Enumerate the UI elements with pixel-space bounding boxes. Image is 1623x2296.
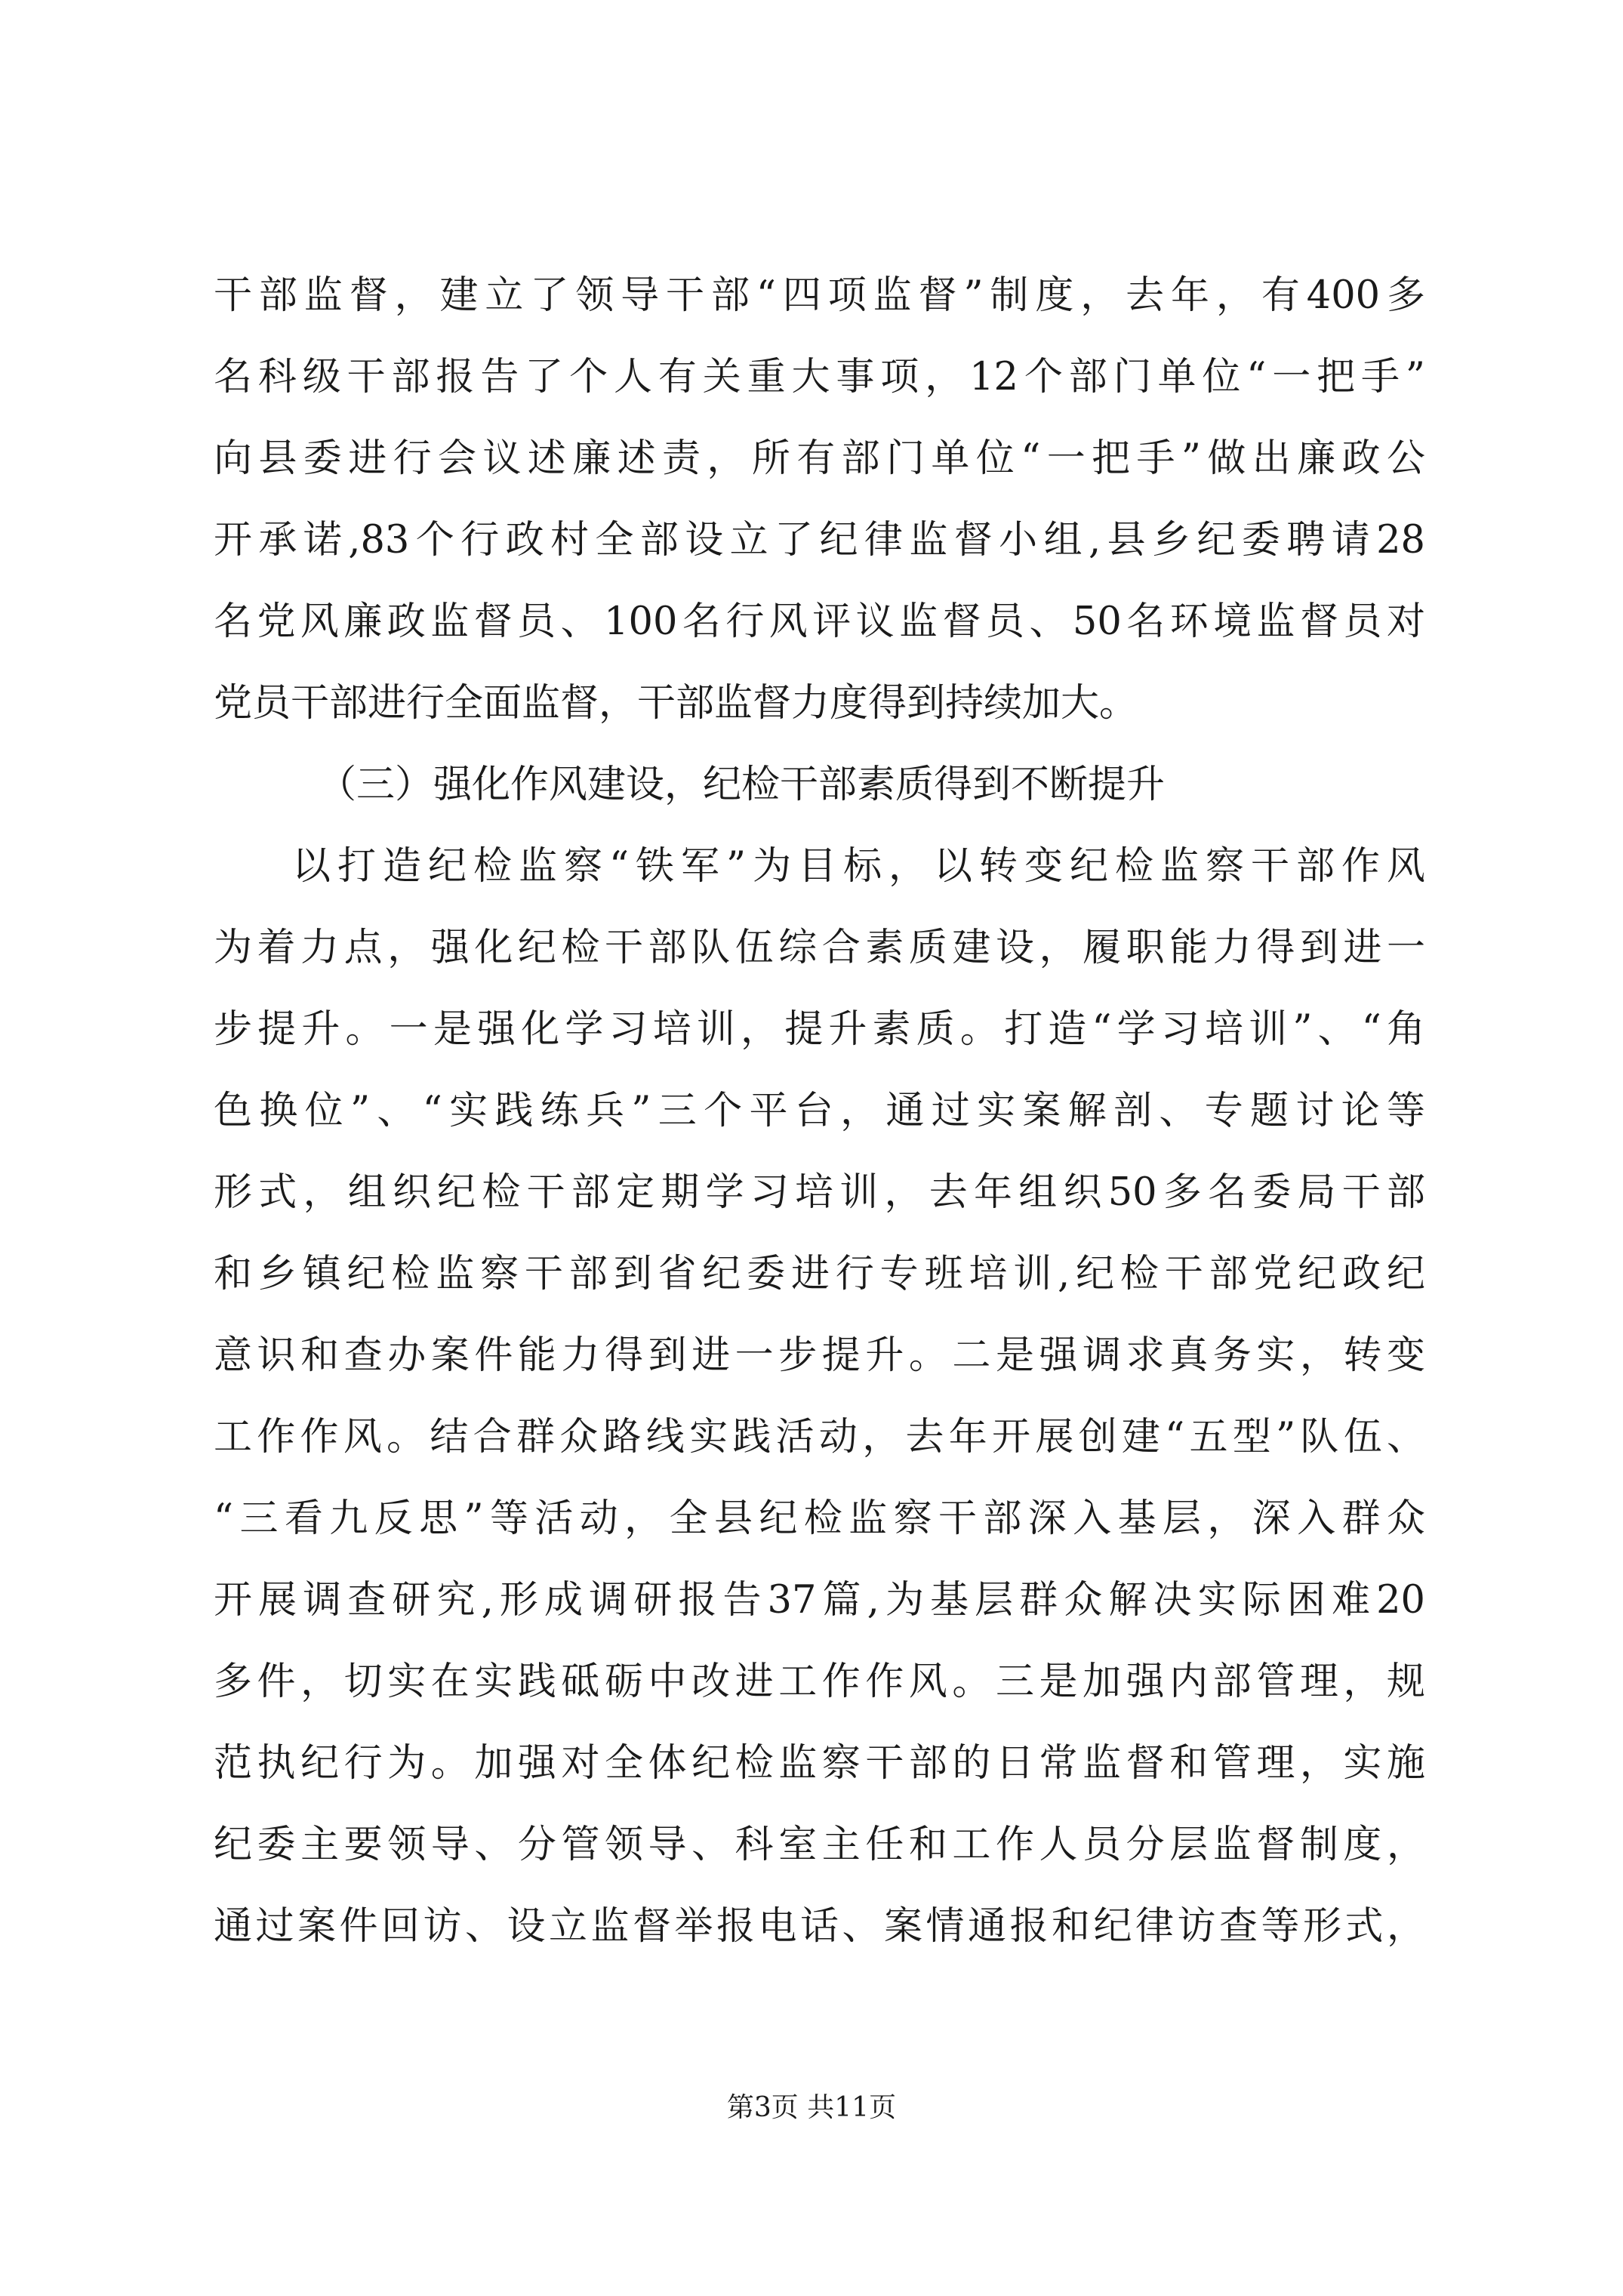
text-line: 党员干部进行全面监督，干部监督力度得到持续加大。	[214, 681, 1138, 726]
text-line: 通过案件回访、设立监督举报电话、案情通报和纪律访查等形式，	[214, 1904, 1425, 1949]
document-body	[214, 255, 1425, 1968]
text-line: 纪委主要领导、分管领导、科室主任和工作人员分层监督制度，	[214, 1823, 1425, 1867]
text-line: 意识和查办案件能力得到进一步提升。二是强调求真务实，转变	[214, 1333, 1425, 1378]
text-line: 以打造纪检监察“铁军”为目标，以转变纪检监察干部作风	[292, 844, 1425, 889]
text-line: 形式，组织纪检干部定期学习培训，去年组织50多名委局干部	[214, 1170, 1425, 1215]
text-line: 工作作风。结合群众路线实践活动，去年开展创建“五型”队伍、	[214, 1415, 1425, 1459]
text-line: 开承诺,83个行政村全部设立了纪律监督小组,县乡纪委聘请28	[214, 518, 1425, 562]
text-line: 为着力点，强化纪检干部队伍综合素质建设，履职能力得到进一	[214, 926, 1425, 970]
text-line: 名科级干部报告了个人有关重大事项，12个部门单位“一把手”	[214, 355, 1425, 399]
text-line: 多件，切实在实践砥砺中改进工作作风。三是加强内部管理，规	[214, 1660, 1425, 1704]
text-line: 干部监督，建立了领导干部“四项监督”制度，去年，有400多	[214, 273, 1425, 318]
page-number-footer: 第3页 共11页	[726, 2092, 897, 2123]
text-line: 步提升。一是强化学习培训，提升素质。打造“学习培训”、“角	[214, 1007, 1425, 1052]
text-line: 色换位”、“实践练兵”三个平台，通过实案解剖、专题讨论等	[214, 1089, 1425, 1133]
text-line: 开展调查研究,形成调研报告37篇,为基层群众解决实际困难20	[214, 1578, 1425, 1623]
text-line: 和乡镇纪检监察干部到省纪委进行专班培训,纪检干部党纪政纪	[214, 1252, 1425, 1296]
section-heading: （三）强化作风建设，纪检干部素质得到不断提升	[318, 763, 1166, 807]
text-line: 向县委进行会议述廉述责，所有部门单位“一把手”做出廉政公	[214, 436, 1425, 481]
text-line: 名党风廉政监督员、100名行风评议监督员、50名环境监督员对	[214, 599, 1425, 644]
text-line: 范执纪行为。加强对全体纪检监察干部的日常监督和管理，实施	[214, 1741, 1425, 1786]
text-line: “三看九反思”等活动，全县纪检监察干部深入基层，深入群众	[214, 1496, 1425, 1541]
